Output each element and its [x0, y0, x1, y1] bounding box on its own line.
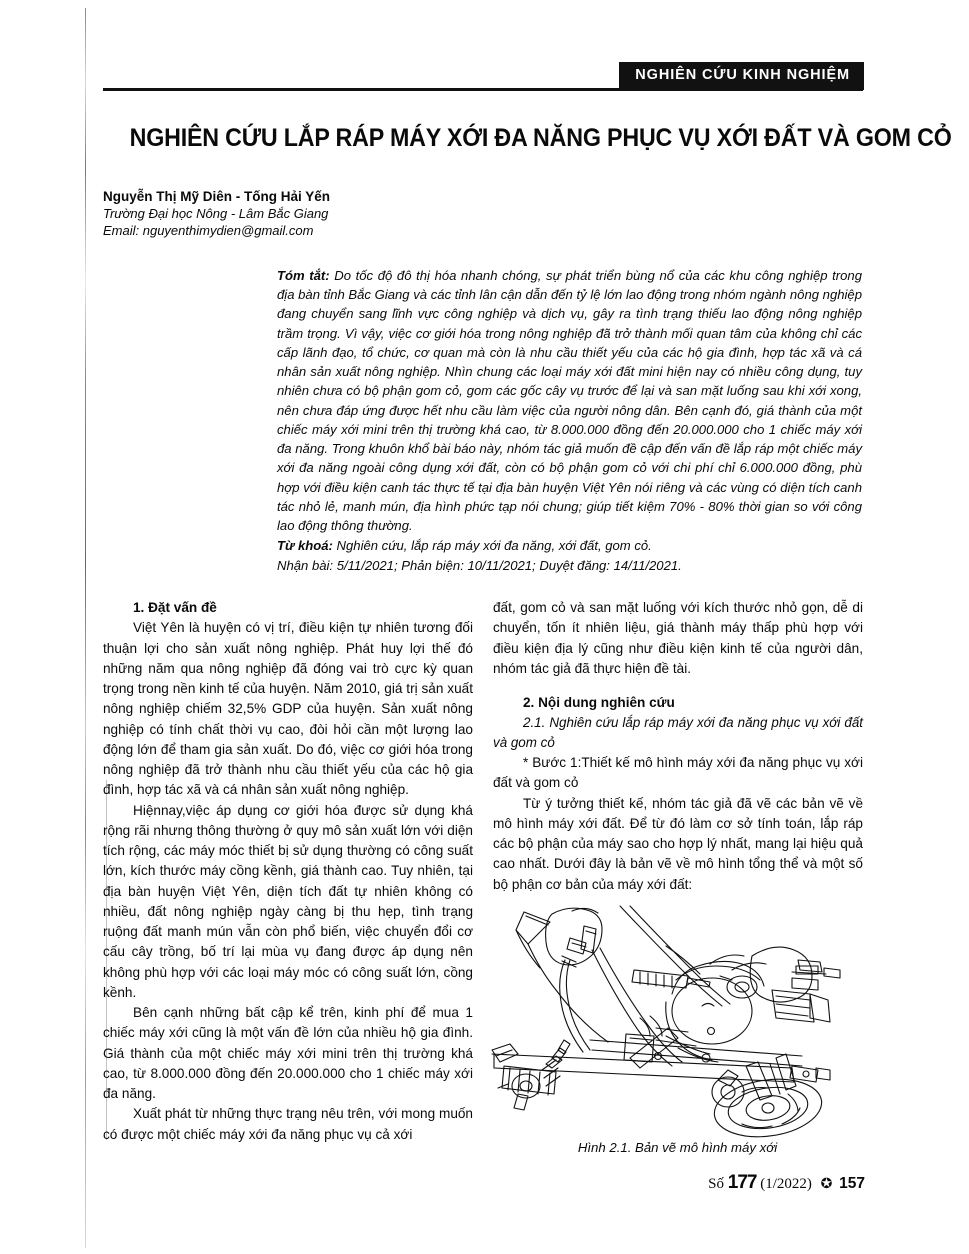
page-title: NGHIÊN CỨU LẮP RÁP MÁY XỚI ĐA NĂNG PHỤC VỤ XỚI ĐẤT VÀ GOM CỎ — [129, 124, 952, 152]
body-column-left — [103, 598, 473, 1145]
figure-caption: Hình 2.1. Bản vẽ mô hình máy xới — [577, 1140, 778, 1155]
paragraph-4: Xuất phát từ những thực trạng nêu trên, với mong muốn có được một chiếc máy xới đa năng phục vụ cả xới — [103, 1106, 473, 1142]
paragraph-3: Bên cạnh những bất cập kể trên, kinh phí để mua 1 chiếc máy xới cũng là một vấn đề lớn của nhiều hộ gia đình. Giá thành của một chiếc máy xới mini trên thị trường khá cao, từ 8.000.000 đồng đến 20.000.000 cho 1 chiếc máy xới đa năng. — [103, 1005, 473, 1101]
paragraph-continued: đất, gom cỏ và san mặt luống với kích thước nhỏ gọn, dễ di chuyển, tốn ít nhiên liệu, giá thành máy thấp phù hợp với điều kiện địa lý cũng như điều kiện kinh tế của người dân, nhóm tác giả đã thực hiện đề tài. — [493, 600, 863, 676]
keywords-text: Nghiên cứu, lắp ráp máy xới đa năng, xới đất, gom cỏ. — [332, 538, 652, 554]
keywords-paragraph — [277, 536, 862, 555]
paragraph-step-1: * Bước 1:Thiết kế mô hình máy xới đa năng phục vụ xới đất và gom cỏ — [493, 755, 863, 791]
submission-dates: Nhận bài: 5/11/2021; Phản biện: 10/11/2021; Duyệt đăng: 14/11/2021. — [277, 557, 682, 573]
abstract-text: Do tốc độ đô thị hóa nhanh chóng, sự phát triển bùng nổ của các khu công nghiệp trong địa bàn tỉnh Bắc Giang và các tỉnh lân cận dẫn đến tỷ lệ lớn lao động trong nhóm ngành nông nghiệp đang chuyển sang lĩnh vực công nghiệp và dịch vụ, gây ra tình trạng thiếu lao động nông nghiệp trầm trọng. Vì vậy, việc cơ giới hóa trong nông nghiệp đã trở thành mối quan tâm của không chỉ các cấp lãnh đạo, tổ chức, cơ quan mà còn là nhu cầu thiết yếu của các hộ gia đình, hợp tác xã và cá nhân sản xuất nông nghiệp. Nhìn chung các loại máy xới đất mini hiện nay có nhiều công dụng, tuy nhiên chưa có bộ phận gom cỏ, gom các gốc cây vụ trước để lại và san mặt luống sau khi xới xong, nên chưa đáp ứng được hết nhu cầu làm việc của người nông dân. Bên cạnh đó, giá thành của một chiếc máy xới mini trên thị trường khá cao, từ 8.000.000 đồng đến 20.000.000 cho 1 chiếc máy xới đa năng. Trong khuôn khổ bài báo này, nhóm tác giả muốn đề cập đến vấn đề lắp ráp một chiếc máy xới đa năng ngoài công dụng xới đất, còn có bộ phận gom cỏ với chi phí chỉ 6.000.000 đồng, phù hợp với điều kiện canh tác thực tế tại địa bàn huyện Việt Yên nói riêng và các vùng có diện tích canh tác nhỏ lẻ, manh mún, địa hình phức tạp nói chung; giúp tiết kiệm 70% - 80% thời gian so với công lao động thông thường. — [277, 268, 862, 534]
footer-page-number: 157 — [839, 1175, 865, 1192]
abstract-block — [277, 266, 862, 575]
bullet-icon: ✪ — [820, 1177, 833, 1192]
figure-tiller-drawing — [480, 898, 875, 1140]
abstract-paragraph — [277, 266, 862, 535]
heading-section-1: 1. Đặt vấn đề — [133, 600, 217, 615]
footer-issue-number: 177 — [727, 1172, 757, 1193]
abstract-label: Tóm tắt: — [277, 268, 330, 283]
footer-issue-date: (1/2022) — [760, 1176, 812, 1192]
paragraph-5: Từ ý tưởng thiết kế, nhóm tác giả đã vẽ các bản vẽ về mô hình máy xới đất. Để từ đó làm cơ sở tính toán, lắp ráp các bộ phận của máy sao cho hợp lý nhất, mang lại hiệu quả cao nhất. Dưới đây là bản vẽ về mô hình tổng thể và một số bộ phận cơ bản của máy xới đất: — [493, 795, 863, 892]
paragraph-1: Việt Yên là huyện có vị trí, điều kiện tự nhiên tương đối thuận lợi cho sản xuất nông nghiệp. Phát huy lợi thế đó những năm qua nông nghiệp đã đóng vai trò cực kỳ quan trọng trong nền kinh tế của huyện. Năm 2010, giá trị sản xuất nông nghiệp chiếm 32,5% GDP của huyện. Sản xuất nông nghiệp có tính chất thời vụ cao, đòi hỏi cần một lượng lao động lớn để tham gia sản xuất. Do đó, việc cơ giới hóa trong nông nghiệp đã trở thành nhu cầu thiết yếu của các hộ gia đình, hợp tác xã và cá nhân sản xuất nông nghiệp. — [103, 620, 473, 798]
paragraph-2: Hiệnnay,việc áp dụng cơ giới hóa được sử dụng khá rộng rãi nhưng thông thường ở quy mô sản xuất lớn với diện tích rộng, các máy móc thiết bị sử dụng thường có công suất lớn, kích thước máy cồng kềnh, giá thành cao. Tuy nhiên, tại địa bàn huyện Việt Yên, diện tích đất tự nhiên không có nhiều, đất nông nghiệp ngày càng bị thu hẹp, tình trạng ruộng đất manh mún vẫn còn phổ biến, việc chuyển đổi cơ cấu cây trồng, bố trí lại mùa vụ đang được áp dụng nên không phù hợp với các loại máy móc có công suất lớn, cồng kềnh. — [103, 802, 473, 1000]
affiliation: Trường Đại học Nông - Lâm Bắc Giang — [103, 206, 329, 222]
author-email: Email: nguyenthimydien@gmail.com — [103, 223, 314, 239]
byline — [103, 188, 603, 240]
heading-section-2-1: 2.1. Nghiên cứu lắp ráp máy xới đa năng phục vụ xới đất và gom cỏ — [493, 715, 863, 751]
section-banner: NGHIÊN CỨU KINH NGHIỆM — [619, 62, 864, 90]
authors: Nguyễn Thị Mỹ Diên - Tống Hải Yến — [103, 189, 331, 204]
keywords-label: Từ khoá: — [277, 538, 333, 554]
page-footer — [708, 1172, 865, 1194]
scan-binding-edge-artifact — [85, 8, 86, 1248]
footer-issue-label: Số — [708, 1176, 725, 1192]
column-spacer — [493, 679, 863, 693]
body-column-right — [493, 598, 863, 895]
heading-section-2: 2. Nội dung nghiên cứu — [523, 695, 675, 710]
